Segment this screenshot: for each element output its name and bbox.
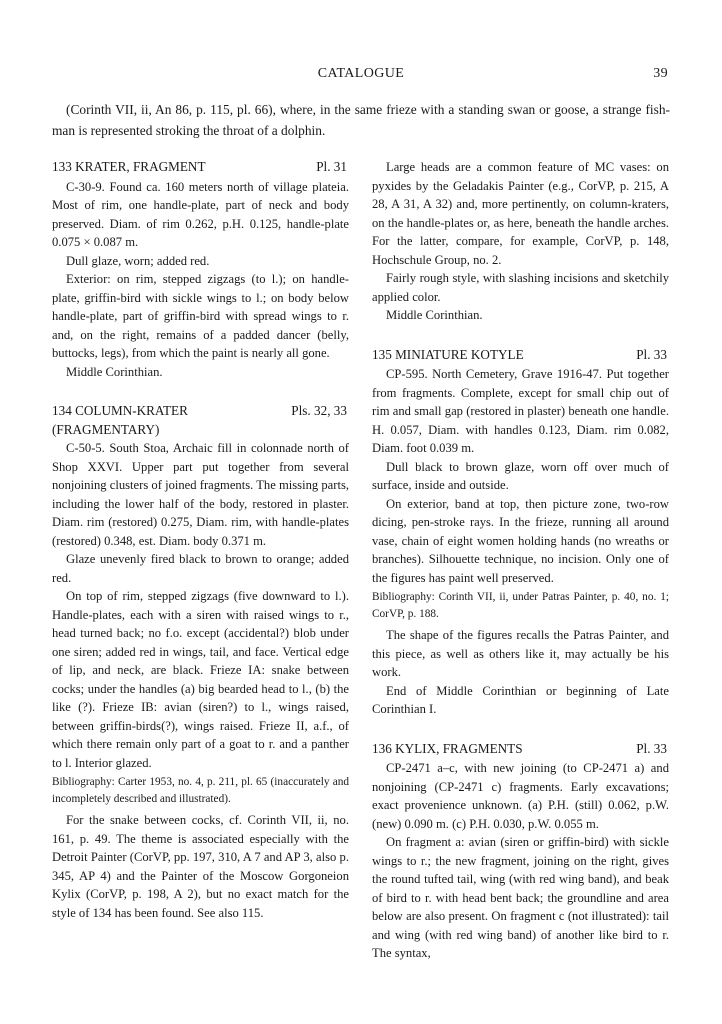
entry-paragraph: For the snake between cocks, cf. Corinth VII, ii, no. 161, p. 49. The theme is associated especially with the Detroit Painter (CorVP, pp. 197, 310, A 7 and AP 3, also p. 345, AP 4) and the Painter of the Moscow Gorgoneion Kylix (CorVP, p. 198, A 2), but no exact match for the style of 134 has been found. See also 115. [52,813,349,920]
entry-paragraph: Middle Corinthian. [386,308,483,322]
entry-paragraph: Exterior: on rim, stepped zigzags (to l.); on handle-plate, griffin-bird with sickle wings to l.; on body below handle-plate, part of griffin-bird with spread wings to r. and, on the right, remains of a padded dancer (belly, buttocks, legs), from which the paint is nearly all gone. [52,272,349,360]
entry-heading [372,346,669,365]
entry-title: 133 KRATER, FRAGMENT [52,159,206,174]
entry-paragraph: The shape of the figures recalls the Patras Painter, and this piece, as well as others like it, may actually be his work. [372,628,669,679]
entry-paragraph: CP-2471 a–c, with new joining (to CP-2471 a) and nonjoining (CP-2471 c) fragments. Early excavations; exact provenience unknown. (a) P.H. (still) 0.062, p.W. (new) 0.090 m. (c) P.H. 0.030, p.W. 0.055 m. [372,761,669,831]
bibliography: Bibliography: Carter 1953, no. 4, p. 211, pl. 65 (inaccurately and incompletely described and illustrated). [52,776,349,805]
entry-paragraph: On exterior, band at top, then picture zone, two-row dicing, pen-stroke rays. In the frieze, running all around vase, chain of eight women holding hands (no wreaths or branches). Silhouette technique, no incision. Only one of the figures has paint well preserved. [372,496,669,585]
entry-paragraph: On fragment a: avian (siren or griffin-bird) with sickle wings to r.; the new fragment, joining on the right, gives the round tufted tail, wing (with red wing band), and beak of bird to r. with head bent back; the groundline and area below are also present. On fragment c (not illustrated): tail and wing (with red wing band) of another like bird to r. The syntax, [372,835,669,960]
left-column [52,158,349,943]
entry-135 [372,346,669,719]
running-title: CATALOGUE [317,66,405,81]
page-number: 39 [653,66,668,81]
entry-subtitle: (FRAGMENTARY) [52,421,160,437]
entry-heading [372,740,669,759]
entry-heading [52,402,349,421]
entry-paragraph: End of Middle Corinthian or beginning of Late Corinthian I. [372,683,669,716]
entry-paragraph: Large heads are a common feature of MC vases: on pyxides by the Geladakis Painter (e.g., CorVP, p. 215, A 28, A 31, A 32) and, more pertinently, on column-kraters, on the handle-plates or, as here, beneath the handle arches. For the latter, compare, for example, CorVP, p. 148, Hochschule Group, no. 2. [372,160,669,267]
entry-title: 135 MINIATURE KOTYLE [372,346,524,362]
entry-136 [372,740,669,963]
entry-paragraph: Fairly rough style, with slashing incisions and sketchily applied color. [372,271,669,304]
plate-reference: Pl. 33 [636,740,667,756]
entry-paragraph: C-50-5. South Stoa, Archaic fill in colonnade north of Shop XXVI. Upper part put together from several nonjoining clusters of joined fragments. The missing parts, including the lower half of the body, restored in plaster. Diam. rim (restored) 0.275, Diam. rim, with handle-plates (restored) 0.348, est. Diam. body 0.371 m. [52,441,349,548]
entry-heading [52,158,349,177]
entry-title: 134 COLUMN-KRATER [52,403,188,418]
right-column [372,158,669,984]
entry-title: 136 KYLIX, FRAGMENTS [372,740,523,756]
bibliography: Bibliography: Corinth VII, ii, under Patras Painter, p. 40, no. 1; CorVP, p. 188. [372,591,669,620]
entry-paragraph: CP-595. North Cemetery, Grave 1916-47. Put together from fragments. Complete, except for small chip out of rim and small gap (restored in plaster) beneath one handle. H. 0.057, Diam. with handles 0.123, Diam. rim 0.082, Diam. foot 0.039 m. [372,367,669,455]
entry-paragraph: Dull black to brown glaze, worn off over much of surface, inside and outside. [372,459,669,492]
intro-paragraph: (Corinth VII, ii, An 86, p. 115, pl. 66), where, in the same frieze with a standing swan or goose, a strange fish-man is represented stroking the throat of a dolphin. [52,102,670,138]
entry-paragraph: Dull glaze, worn; added red. [66,253,210,268]
entry-paragraph: Glaze unevenly fired black to brown to orange; added red. [52,552,349,585]
entry-134 [52,402,349,922]
running-head [0,66,722,86]
plate-reference: Pls. 32, 33 [291,403,347,418]
plate-reference: Pl. 33 [636,346,667,362]
entry-paragraph: On top of rim, stepped zigzags (five downward to l.). Handle-plates, each with a siren with raised wings to r., head turned back; no f.o. except (accidental?) blob under one siren; added red in wings, tail, and face. Vertical edge of lip, and neck, are black. Frieze IA: snake between cocks; under the handles (a) big bearded head to l., (b) the like (?). Frieze IB: avian (siren?) to l., wings raised, between griffin-birds(?), wings raised. Frieze II, a.f., of which there remain only part of a goat to r. and a panther to l. Interior glazed. [52,589,349,770]
plate-reference: Pl. 31 [316,159,347,174]
entry-133 [52,158,349,381]
entry-paragraph: Middle Corinthian. [66,364,163,379]
entry-134-continued [372,158,669,325]
entry-paragraph: C-30-9. Found ca. 160 meters north of village plateia. Most of rim, one handle-plate, part of neck and body preserved. Diam. of rim 0.262, p.H. 0.125, handle-plate 0.075 × 0.087 m. [52,179,349,249]
